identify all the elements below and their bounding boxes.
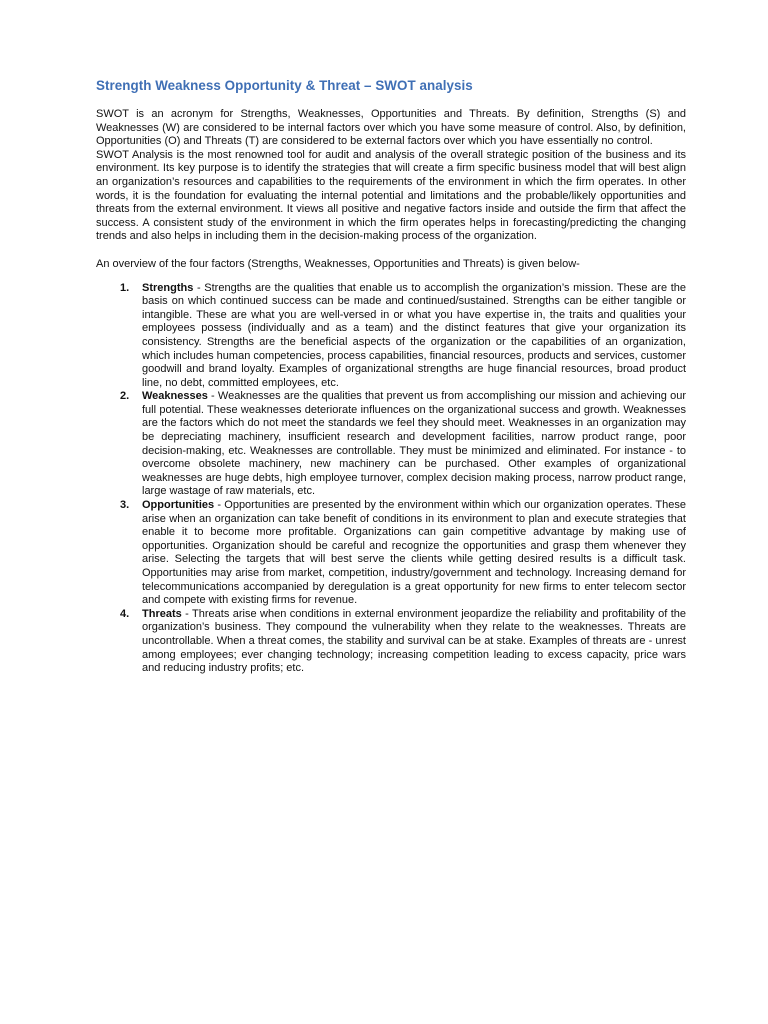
list-item-number: 3. (120, 499, 130, 512)
list-item-term: Opportunities (142, 499, 215, 512)
list-item-text: - Strengths are the qualities that enable us to accomplish the organization’s mission. These are the basis on which continued success can be made and continued/sustained. Strengths can be either tangible or intangible. These are what you are well-versed in or what you have expertise in, the traits and qualities your employees possess (individually and as a team) and the distinct features that give your organization its consistency. Strengths are the beneficial aspects of the organization or the capabilities of an organization, which includes human competencies, process capabilities, financial resources, products and services, customer goodwill and brand loyalty. Examples of organizational strengths are huge financial resources, broad product line, no debt, committed employees, etc. (142, 281, 686, 389)
list-item-text: - Opportunities are presented by the environment within which our organization operates. These arise when an organization can take benefit of conditions in its environment to plan and execute strategies that enable it to become more profitable. Organizations can gain competitive advantage by making use of opportunities. Organization should be careful and recognize the opportunities and grasp them whenever they arise. Selecting the targets that will best serve the clients while getting desired results is a difficult task. Opportunities may arise from market, competition, industry/government and technology. Increasing demand for telecommunications accompanied by deregulation is a great opportunity for new firms to enter telecom sector and compete with existing firms for revenue. (142, 499, 686, 607)
list-item-text: - Threats arise when conditions in external environment jeopardize the reliability and profitability of the organization’s business. They compound the vulnerability when they relate to the weaknesses. Threats are uncontrollable. When a threat comes, the stability and survival can be at stake. Examples of threats are - unrest among employees; ever changing technology; increasing competition leading to excess capacity, price wars and reducing industry profits; etc. (142, 607, 686, 675)
list-item-threats (96, 608, 686, 676)
list-item-weaknesses (96, 390, 686, 499)
list-item-term: Strengths (142, 281, 194, 294)
document-title: Strength Weakness Opportunity & Threat – SWOT analysis (96, 78, 473, 93)
intro-paragraph-1: SWOT is an acronym for Strengths, Weaknesses, Opportunities and Threats. By definition, Strengths (S) and Weaknesses (W) are considered to be internal factors over which you have some measure of control. Also, by definition, Opportunities (O) and Threats (T) are considered to be external factors over which you have essentially no control. (96, 108, 686, 148)
list-item-number: 2. (120, 390, 130, 403)
intro-paragraph-2: SWOT Analysis is the most renowned tool for audit and analysis of the overall strategic position of the business and its environment. Its key purpose is to identify the strategies that will create a firm specific business model that will best align an organization’s resources and capabilities to the requirements of the environment in which the firm operates. In other words, it is the foundation for evaluating the internal potential and limitations and the probable/likely opportunities and threats from the external environment. It views all positive and negative factors inside and outside the firm that affect the success. A consistent study of the environment in which the firm operates helps in forecasting/predicting the changing trends and also helps in including them in the decision-making process of the organization. (96, 148, 686, 243)
list-item-number: 4. (120, 607, 130, 620)
list-item-opportunities (96, 499, 686, 608)
list-item-term: Threats (142, 607, 182, 620)
document-page (96, 76, 686, 676)
factors-list (96, 282, 686, 676)
list-item-term: Weaknesses (142, 390, 208, 403)
overview-sentence: An overview of the four factors (Strengths, Weaknesses, Opportunities and Threats) is given below- (96, 257, 580, 270)
list-item-text: - Weaknesses are the qualities that prevent us from accomplishing our mission and achieving our full potential. These weaknesses deteriorate influences on the organizational success and growth. Weaknesses are the factors which do not meet the standards we feel they should meet. Weaknesses in an organization may be depreciating machinery, insufficient research and development facilities, narrow product range, poor decision-making, etc. Weaknesses are controllable. They must be minimized and eliminated. For instance - to overcome obsolete machinery, new machinery can be purchased. Other examples of organizational weaknesses are huge debts, high employee turnover, complex decision making process, narrow product range, large wastage of raw materials, etc. (142, 390, 686, 498)
list-item-strengths (96, 282, 686, 391)
list-item-number: 1. (120, 281, 130, 294)
